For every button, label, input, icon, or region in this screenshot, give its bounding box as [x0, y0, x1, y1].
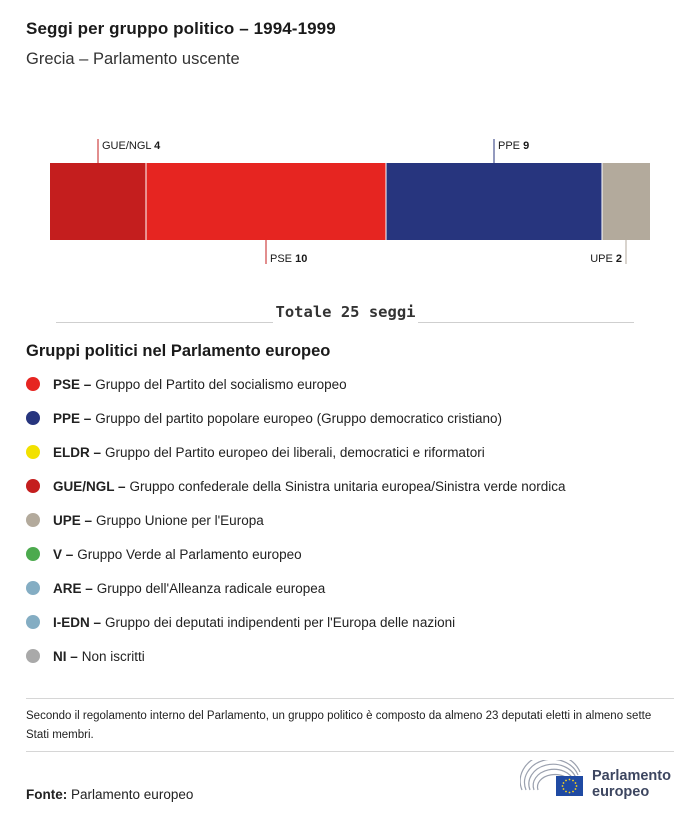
legend-abbr: GUE/NGL – — [53, 478, 126, 494]
legend-abbr: PPE – — [53, 410, 92, 426]
legend-item — [26, 571, 686, 605]
legend-desc: Gruppo del Partito europeo dei liberali, democratici e riformatori — [105, 444, 485, 460]
legend — [26, 367, 686, 673]
bar-segment-gue-ngl — [50, 163, 146, 240]
total-seats-label: Totale 25 seggi — [275, 303, 416, 321]
legend-color-dot — [26, 547, 40, 561]
segment-label-ppe: PPE 9 — [498, 140, 530, 152]
legend-color-dot — [26, 615, 40, 629]
segment-label-gue-ngl: GUE/NGL 4 — [102, 140, 161, 152]
total-divider-right — [418, 322, 634, 323]
logo-text — [592, 768, 671, 800]
total-seats — [56, 302, 634, 342]
legend-desc: Gruppo Verde al Parlamento europeo — [77, 546, 302, 562]
legend-abbr: UPE – — [53, 512, 93, 528]
legend-desc: Gruppo del partito popolare europeo (Gruppo democratico cristiano) — [95, 410, 503, 426]
parliament-logo — [520, 760, 690, 804]
legend-color-dot — [26, 445, 40, 459]
legend-desc: Gruppo dei deputati indipendenti per l'Europa delle nazioni — [105, 614, 456, 630]
note-divider-top — [26, 698, 674, 699]
total-divider-left — [56, 322, 273, 323]
legend-color-dot — [26, 581, 40, 595]
legend-desc: Gruppo del Partito del socialismo europeo — [95, 376, 347, 392]
segment-label-upe: UPE 2 — [590, 253, 622, 265]
legend-color-dot — [26, 513, 40, 527]
legend-desc: Gruppo dell'Alleanza radicale europea — [96, 580, 326, 596]
legend-item — [26, 367, 686, 401]
chart-subtitle: Grecia – Parlamento uscente — [26, 50, 240, 68]
legend-abbr: ELDR – — [53, 444, 102, 460]
logo-line1: Parlamento — [592, 768, 671, 784]
legend-color-dot — [26, 411, 40, 425]
hemicycle-flag-icon — [520, 760, 586, 800]
legend-color-dot — [26, 377, 40, 391]
logo-line2: europeo — [592, 784, 650, 800]
source — [26, 787, 193, 802]
legend-item — [26, 469, 686, 503]
legend-item — [26, 503, 686, 537]
legend-abbr: PSE – — [53, 376, 92, 392]
legend-item — [26, 537, 686, 571]
legend-item — [26, 639, 686, 673]
segment-label-pse: PSE 10 — [270, 253, 308, 265]
legend-color-dot — [26, 649, 40, 663]
legend-item — [26, 435, 686, 469]
bar-segment-ppe — [386, 163, 602, 240]
legend-color-dot — [26, 479, 40, 493]
legend-abbr: I-EDN – — [53, 614, 102, 630]
legend-abbr: NI – — [53, 648, 78, 664]
legend-item — [26, 605, 686, 639]
bar-segment-upe — [602, 163, 650, 240]
chart-title: Seggi per gruppo politico – 1994-1999 — [26, 19, 336, 38]
source-label: Fonte: — [26, 787, 68, 802]
legend-abbr: ARE – — [53, 580, 93, 596]
legend-item — [26, 401, 686, 435]
bar-segment-pse — [146, 163, 386, 240]
legend-title: Gruppi politici nel Parlamento europeo — [26, 342, 331, 360]
source-value: Parlamento europeo — [71, 787, 194, 802]
legend-desc: Gruppo confederale della Sinistra unitaria europea/Sinistra verde nordica — [129, 478, 566, 494]
legend-desc: Gruppo Unione per l'Europa — [96, 512, 264, 528]
note-divider-bottom — [26, 751, 674, 752]
stacked-seat-bar-chart — [0, 130, 700, 280]
legend-abbr: V – — [53, 546, 74, 562]
footnote: Secondo il regolamento interno del Parlamento, un gruppo politico è composto da almeno 23 deputati eletti in almeno sette Stati membri. — [26, 710, 652, 741]
legend-desc: Non iscritti — [81, 648, 145, 664]
